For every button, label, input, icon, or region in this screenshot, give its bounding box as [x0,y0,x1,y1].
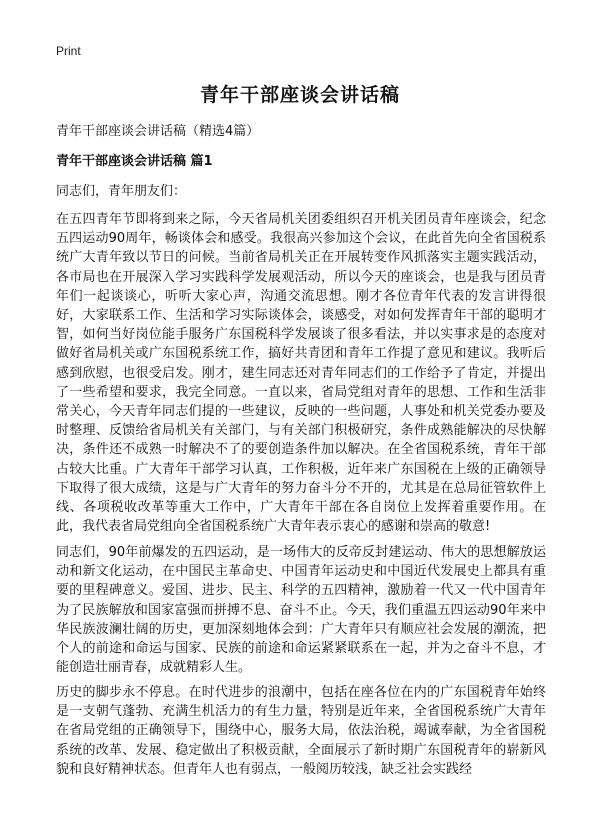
body-paragraph: 历史的脚步永不停息。在时代进步的浪潮中，包括在座各位在内的广东国税青年始终是一支朝气蓬勃、充满生机活力的有生力量，特别是近年来，全省国税系统广大青年在省局党组的正确领导下，围绕中心，服务大局，依法治税，竭诚奉献，为全省国税系统的改革、发展、稳定做出了积极贡献，全面展示了新时期广东国税青年的崭新风貌和良好精神状态。但青年人也有弱点，一般阅历较浅，缺乏社会实践经 [56,685,546,777]
page-title: 青年干部座谈会讲话稿 [199,84,400,106]
body-paragraph: 同志们，90年前爆发的五四运动，是一场伟大的反帝反封建运动、伟大的思想解放运动和新文化运动，在中国民主革命史、中国青年运动史和中国近代发展史上都具有重要的里程碑意义。爱国、进步、民主、科学的五四精神，激励着一代又一代中国青年为了民族解放和国家富强而拼搏不息、奋斗不止。今天，我们重温五四运动90年来中华民族波澜壮阔的历史，更加深刻地体会到：广大青年只有顺应社会发展的潮流，把个人的前途和命运与国家、民族的前途和命运紧紧联系在一起，并为之奋斗不息，才能创造壮丽青春，成就精彩人生。 [56,545,546,676]
body-paragraph: 在五四青年节即将到来之际，今天省局机关团委组织召开机关团员青年座谈会，纪念五四运动90周年，畅谈体会和感受。我很高兴参加这个会议，在此首先向全省国税系统广大青年致以节日的问候。当前省局机关正在开展转变作风抓落实主题实践活动，各市局也在开展深入学习实践科学发展观活动，所以今天的座谈会，也是我与团员青年们一起谈谈心，听听大家心声，沟通交流思想。刚才各位青年代表的发言讲得很好，大家联系工作、生活和学习实际谈体会，谈感受，对如何发挥青年干部的聪明才智，如何当好岗位能手服务广东国税科学发展谈了很多看法，并以实事求是的态度对做好省局机关或广东国税系统工作，搞好共青团和青年工作提了意见和建议。我听后感到欣慰，也很受启发。刚才，建生同志还对青年同志们的工作给予了肯定，并提出了一些希望和要求，我完全同意。一直以来，省局党组对青年的思想、工作和生活非常关心，今天青年同志们提的一些建议，反映的一些问题，人事处和机关党委办要及时整理、反馈给省局机关有关部门，与有关部门积极研究，条件成熟能解决的尽快解决，条件还不成熟一时解决不了的要创造条件加以解决。在全省国税系统，青年干部占较大比重。广大青年干部学习认真，工作积极，近年来广东国税在上级的正确领导下取得了很大成绩，这是与广大青年的努力奋斗分不开的，尤其是在总局征管软件上线、各项税收改革等重大工作中，广大青年干部在各自岗位上发挥着重要作用。在此，我代表省局党组向全省国税系统广大青年表示衷心的感谢和崇高的敬意! [56,212,546,535]
section-heading: 青年干部座谈会讲话稿 篇1 [56,154,213,169]
greeting-line: 同志们，青年朋友们： [56,184,187,199]
document-subtitle: 青年干部座谈会讲话稿（精选4篇） [56,124,260,139]
print-link[interactable]: Print [56,44,81,58]
